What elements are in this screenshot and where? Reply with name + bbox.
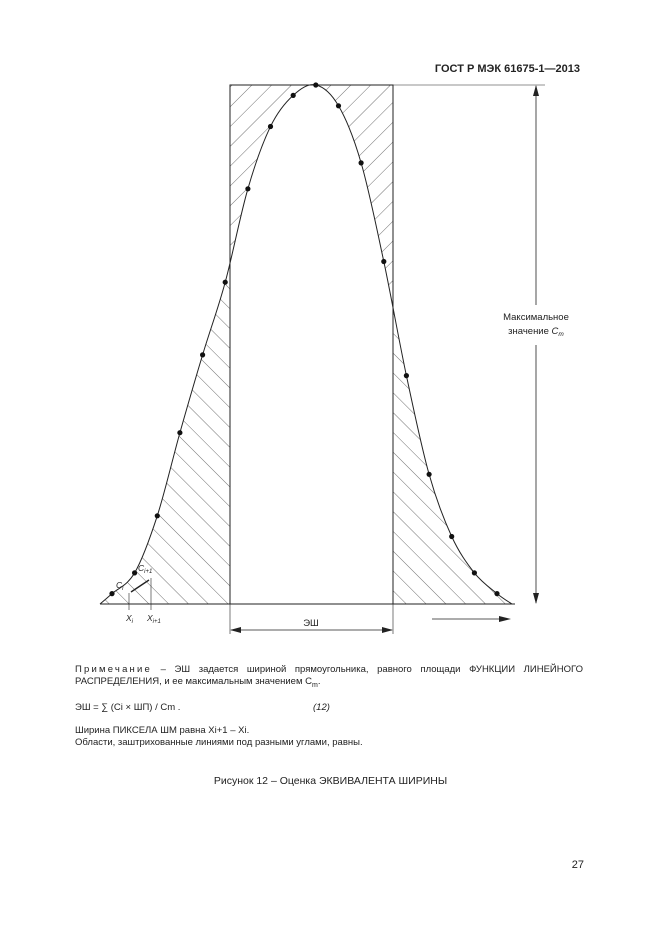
sample-point-7: [268, 124, 273, 129]
max-arrow-top: [533, 85, 539, 96]
sample-point-9: [313, 82, 318, 87]
width-arrow-left: [230, 627, 241, 633]
max-label-background: [490, 305, 582, 345]
width-label: ЭШ: [303, 618, 319, 629]
note-text-end: .: [317, 676, 321, 687]
sample-point-13: [404, 373, 409, 378]
sample-point-0: [109, 591, 114, 596]
sample-point-5: [223, 280, 228, 285]
sample-point-12: [381, 259, 386, 264]
xi1-label: $X_{i+1}$: [147, 613, 161, 625]
sample-point-11: [359, 160, 364, 165]
sample-point-4: [200, 352, 205, 357]
sample-point-16: [472, 570, 477, 575]
note-paragraph: [75, 664, 583, 692]
note-text: – ЭШ задается шириной прямоугольника, равного площади ФУНКЦИИ ЛИНЕЙНОГО РАСПРЕДЕЛЕНИЯ, и ее максимальным значением C: [75, 664, 583, 687]
sample-point-10: [336, 103, 341, 108]
areas-equal-note: Области, заштрихованные линиями под разными углами, равны.: [75, 737, 363, 748]
note-text-sub: m: [311, 681, 318, 689]
sample-point-17: [494, 591, 499, 596]
max-arrow-bottom: [533, 593, 539, 604]
xi-label: $X_i$: [126, 613, 134, 625]
max-label-line1: Максимальное: [503, 312, 569, 323]
formula-number: (12): [313, 702, 330, 713]
formula: ЭШ = ∑ (Ci × ШП) / Cm .: [75, 702, 181, 713]
left-tail-hatched-area: [100, 85, 512, 604]
note-label: Примечание: [75, 664, 152, 675]
sample-point-6: [245, 186, 250, 191]
sample-point-15: [449, 534, 454, 539]
sample-point-14: [427, 472, 432, 477]
ci-label: $C_i$: [116, 580, 124, 592]
figure-caption: Рисунок 12 – Оценка ЭКВИВАЛЕНТА ШИРИНЫ: [213, 775, 448, 787]
standard-header: ГОСТ Р МЭК 61675-1—2013: [434, 63, 580, 75]
axis-direction-arrow: [499, 616, 511, 622]
sample-point-2: [155, 513, 160, 518]
sample-point-3: [177, 430, 182, 435]
max-label-line2: значение $C_m$: [508, 326, 564, 338]
sample-point-1: [132, 570, 137, 575]
sample-point-8: [291, 93, 296, 98]
page-number: 27: [571, 859, 584, 871]
pixel-width-note: Ширина ПИКСЕЛА ШМ равна Xi+1 – Xi.: [75, 725, 250, 736]
width-arrow-right: [382, 627, 393, 633]
ci1-label: $C_{i+1}$: [138, 563, 153, 575]
